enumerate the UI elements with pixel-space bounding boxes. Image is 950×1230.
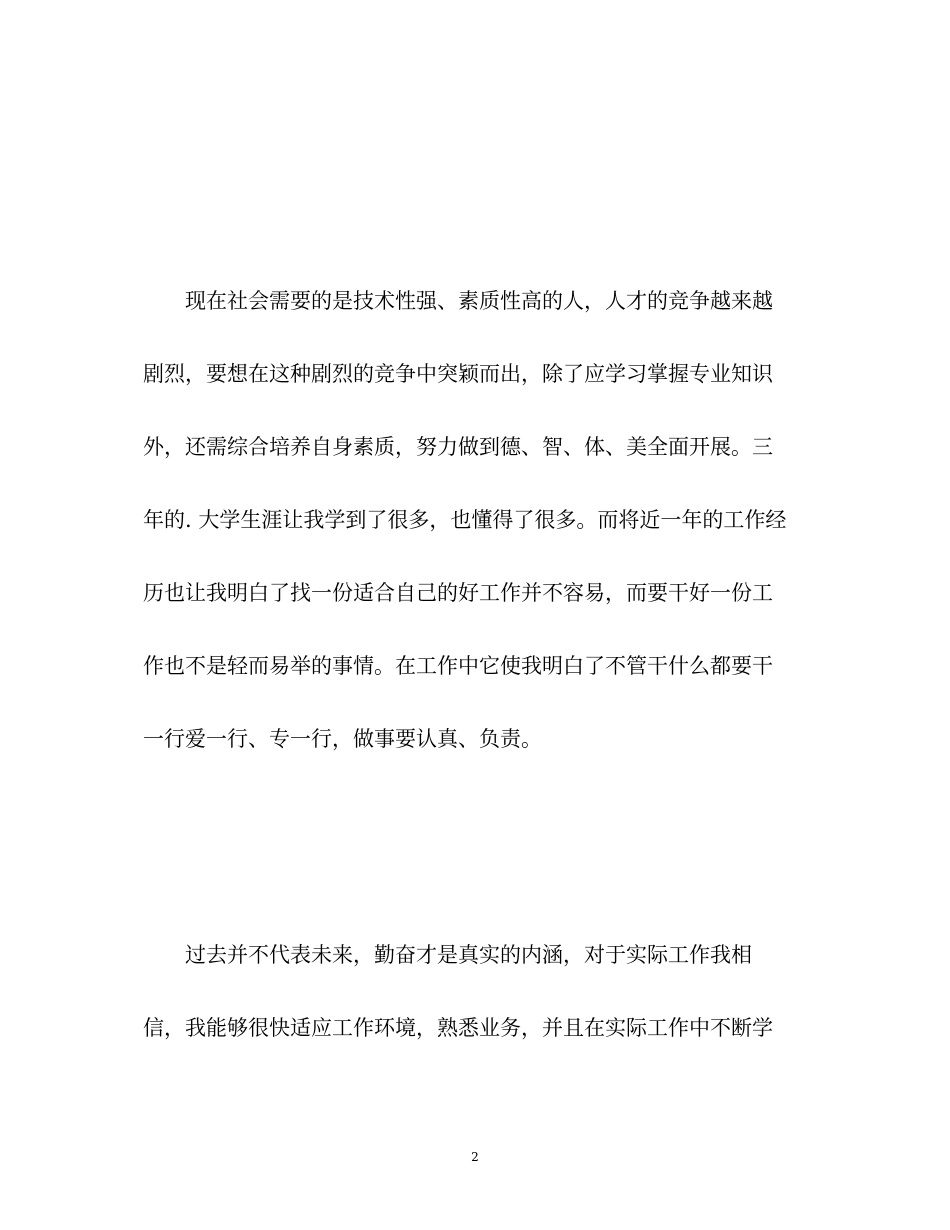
paragraph-1-line-5: 历也让我明白了找一份适合自己的好工作并不容易，而要干好一份工 xyxy=(143,581,773,605)
paragraph-1-line-7: 一行爱一行、专一行，做事要认真、负责。 xyxy=(143,727,542,751)
paragraph-2-line-1: 过去并不代表未来，勤奋才是真实的内涵，对于实际工作我相 xyxy=(143,943,752,967)
page-number: 2 xyxy=(471,1150,479,1164)
paragraph-1-line-3: 外，还需综合培养自身素质，努力做到德、智、体、美全面开展。三 xyxy=(143,435,773,459)
paragraph-1-line-4: 年的. 大学生涯让我学到了很多，也懂得了很多。而将近一年的工作经 xyxy=(143,508,787,532)
paragraph-2-line-2: 信，我能够很快适应工作环境，熟悉业务，并且在实际工作中不断学 xyxy=(143,1016,773,1040)
paragraph-1-line-2: 剧烈，要想在这种剧烈的竞争中突颖而出，除了应学习掌握专业知识 xyxy=(143,362,773,386)
paragraph-1-line-1: 现在社会需要的是技术性强、素质性高的人，人才的竞争越来越 xyxy=(143,289,773,313)
paragraph-1-line-6: 作也不是轻而易举的事情。在工作中它使我明白了不管干什么都要干 xyxy=(143,654,773,678)
